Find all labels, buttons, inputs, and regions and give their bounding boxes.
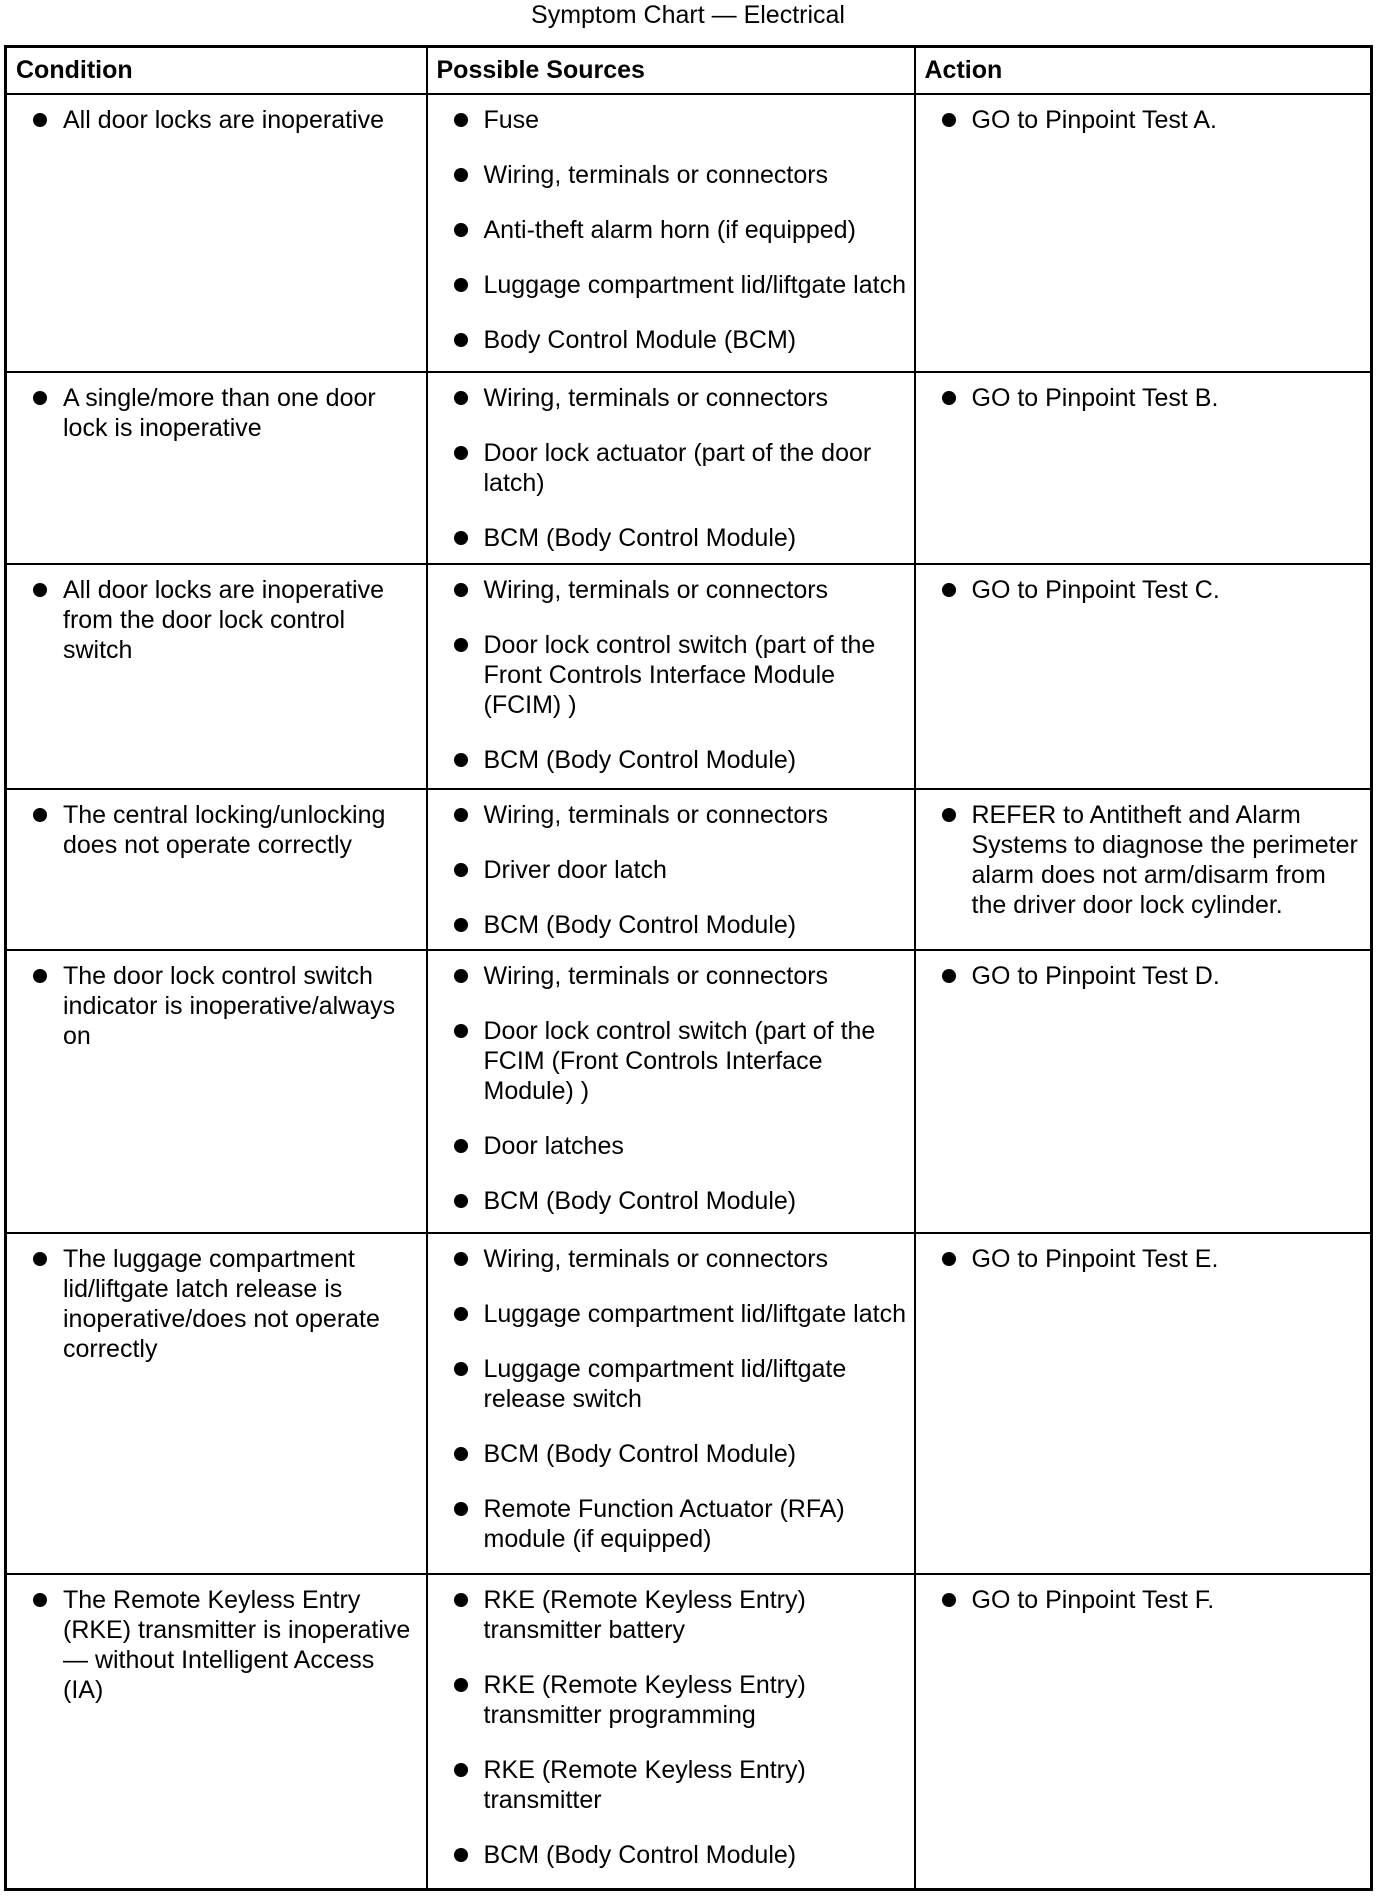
action-text: GO to Pinpoint Test D. (916, 961, 1365, 991)
condition-text: The door lock control switch indicator is inoperative/always on (7, 961, 420, 1051)
source-item: Anti-theft alarm horn (if equipped) (428, 215, 908, 245)
symptom-chart-table (4, 45, 1373, 1891)
condition-text: The central locking/unlocking does not operate correctly (7, 800, 420, 860)
source-item: Wiring, terminals or connectors (428, 575, 908, 605)
possible-sources-cell (427, 950, 915, 1233)
source-item: Body Control Module (BCM) (428, 325, 908, 355)
action-cell (915, 789, 1372, 950)
possible-sources-cell (427, 1574, 915, 1889)
condition-text: The luggage compartment lid/liftgate latch release is inoperative/does not operate correctly (7, 1244, 420, 1364)
action-text: GO to Pinpoint Test C. (916, 575, 1365, 605)
source-item: BCM (Body Control Module) (428, 1840, 908, 1870)
source-item: BCM (Body Control Module) (428, 523, 908, 553)
action-text: REFER to Antitheft and Alarm Systems to diagnose the perimeter alarm does not arm/disarm from the driver door lock cylinder. (916, 800, 1365, 920)
possible-sources-cell (427, 1233, 915, 1574)
source-item: RKE (Remote Keyless Entry) transmitter (428, 1755, 908, 1815)
table-row (6, 94, 1372, 372)
source-item: RKE (Remote Keyless Entry) transmitter battery (428, 1585, 908, 1645)
source-item: Driver door latch (428, 855, 908, 885)
condition-text: The Remote Keyless Entry (RKE) transmitter is inoperative— without Intelligent Access (IA) (7, 1585, 420, 1705)
condition-cell (6, 789, 427, 950)
source-item: Remote Function Actuator (RFA) module (if equipped) (428, 1494, 908, 1554)
action-cell (915, 564, 1372, 789)
action-cell (915, 1233, 1372, 1574)
source-item: BCM (Body Control Module) (428, 1439, 908, 1469)
condition-cell (6, 1574, 427, 1889)
source-item: Wiring, terminals or connectors (428, 1244, 908, 1274)
condition-cell (6, 564, 427, 789)
source-item: Luggage compartment lid/liftgate release switch (428, 1354, 908, 1414)
action-text: GO to Pinpoint Test A. (916, 105, 1365, 135)
table-row (6, 1574, 1372, 1889)
source-item: Door lock actuator (part of the door latch) (428, 438, 908, 498)
header-possible-sources: Possible Sources (427, 47, 915, 95)
table-row (6, 564, 1372, 789)
source-item: RKE (Remote Keyless Entry) transmitter programming (428, 1670, 908, 1730)
table-row (6, 789, 1372, 950)
source-item: Door latches (428, 1131, 908, 1161)
action-cell (915, 950, 1372, 1233)
action-cell (915, 1574, 1372, 1889)
action-text: GO to Pinpoint Test E. (916, 1244, 1365, 1274)
condition-text: All door locks are inoperative (7, 105, 420, 135)
source-item: Door lock control switch (part of the FCIM (Front Controls Interface Module) ) (428, 1016, 908, 1106)
table-row (6, 372, 1372, 565)
source-item: Luggage compartment lid/liftgate latch (428, 1299, 908, 1329)
header-condition: Condition (6, 47, 427, 95)
source-item: Wiring, terminals or connectors (428, 383, 908, 413)
source-item: Wiring, terminals or connectors (428, 800, 908, 830)
source-item: BCM (Body Control Module) (428, 1186, 908, 1216)
action-cell (915, 372, 1372, 565)
condition-text: A single/more than one door lock is inoperative (7, 383, 420, 443)
table-row (6, 1233, 1372, 1574)
source-item: Fuse (428, 105, 908, 135)
condition-cell (6, 1233, 427, 1574)
possible-sources-cell (427, 94, 915, 372)
condition-cell (6, 950, 427, 1233)
header-row (6, 47, 1372, 95)
source-item: Door lock control switch (part of the Front Controls Interface Module (FCIM) ) (428, 630, 908, 720)
action-cell (915, 94, 1372, 372)
possible-sources-cell (427, 789, 915, 950)
source-item: BCM (Body Control Module) (428, 910, 908, 940)
condition-text: All door locks are inoperative from the door lock control switch (7, 575, 420, 665)
header-action: Action (915, 47, 1372, 95)
condition-cell (6, 372, 427, 565)
source-item: Wiring, terminals or connectors (428, 160, 908, 190)
source-item: BCM (Body Control Module) (428, 745, 908, 775)
possible-sources-cell (427, 372, 915, 565)
table-row (6, 950, 1372, 1233)
possible-sources-cell (427, 564, 915, 789)
chart-title: Symptom Chart — Electrical (531, 1, 845, 29)
source-item: Luggage compartment lid/liftgate latch (428, 270, 908, 300)
source-item: Wiring, terminals or connectors (428, 961, 908, 991)
action-text: GO to Pinpoint Test F. (916, 1585, 1365, 1615)
action-text: GO to Pinpoint Test B. (916, 383, 1365, 413)
condition-cell (6, 94, 427, 372)
